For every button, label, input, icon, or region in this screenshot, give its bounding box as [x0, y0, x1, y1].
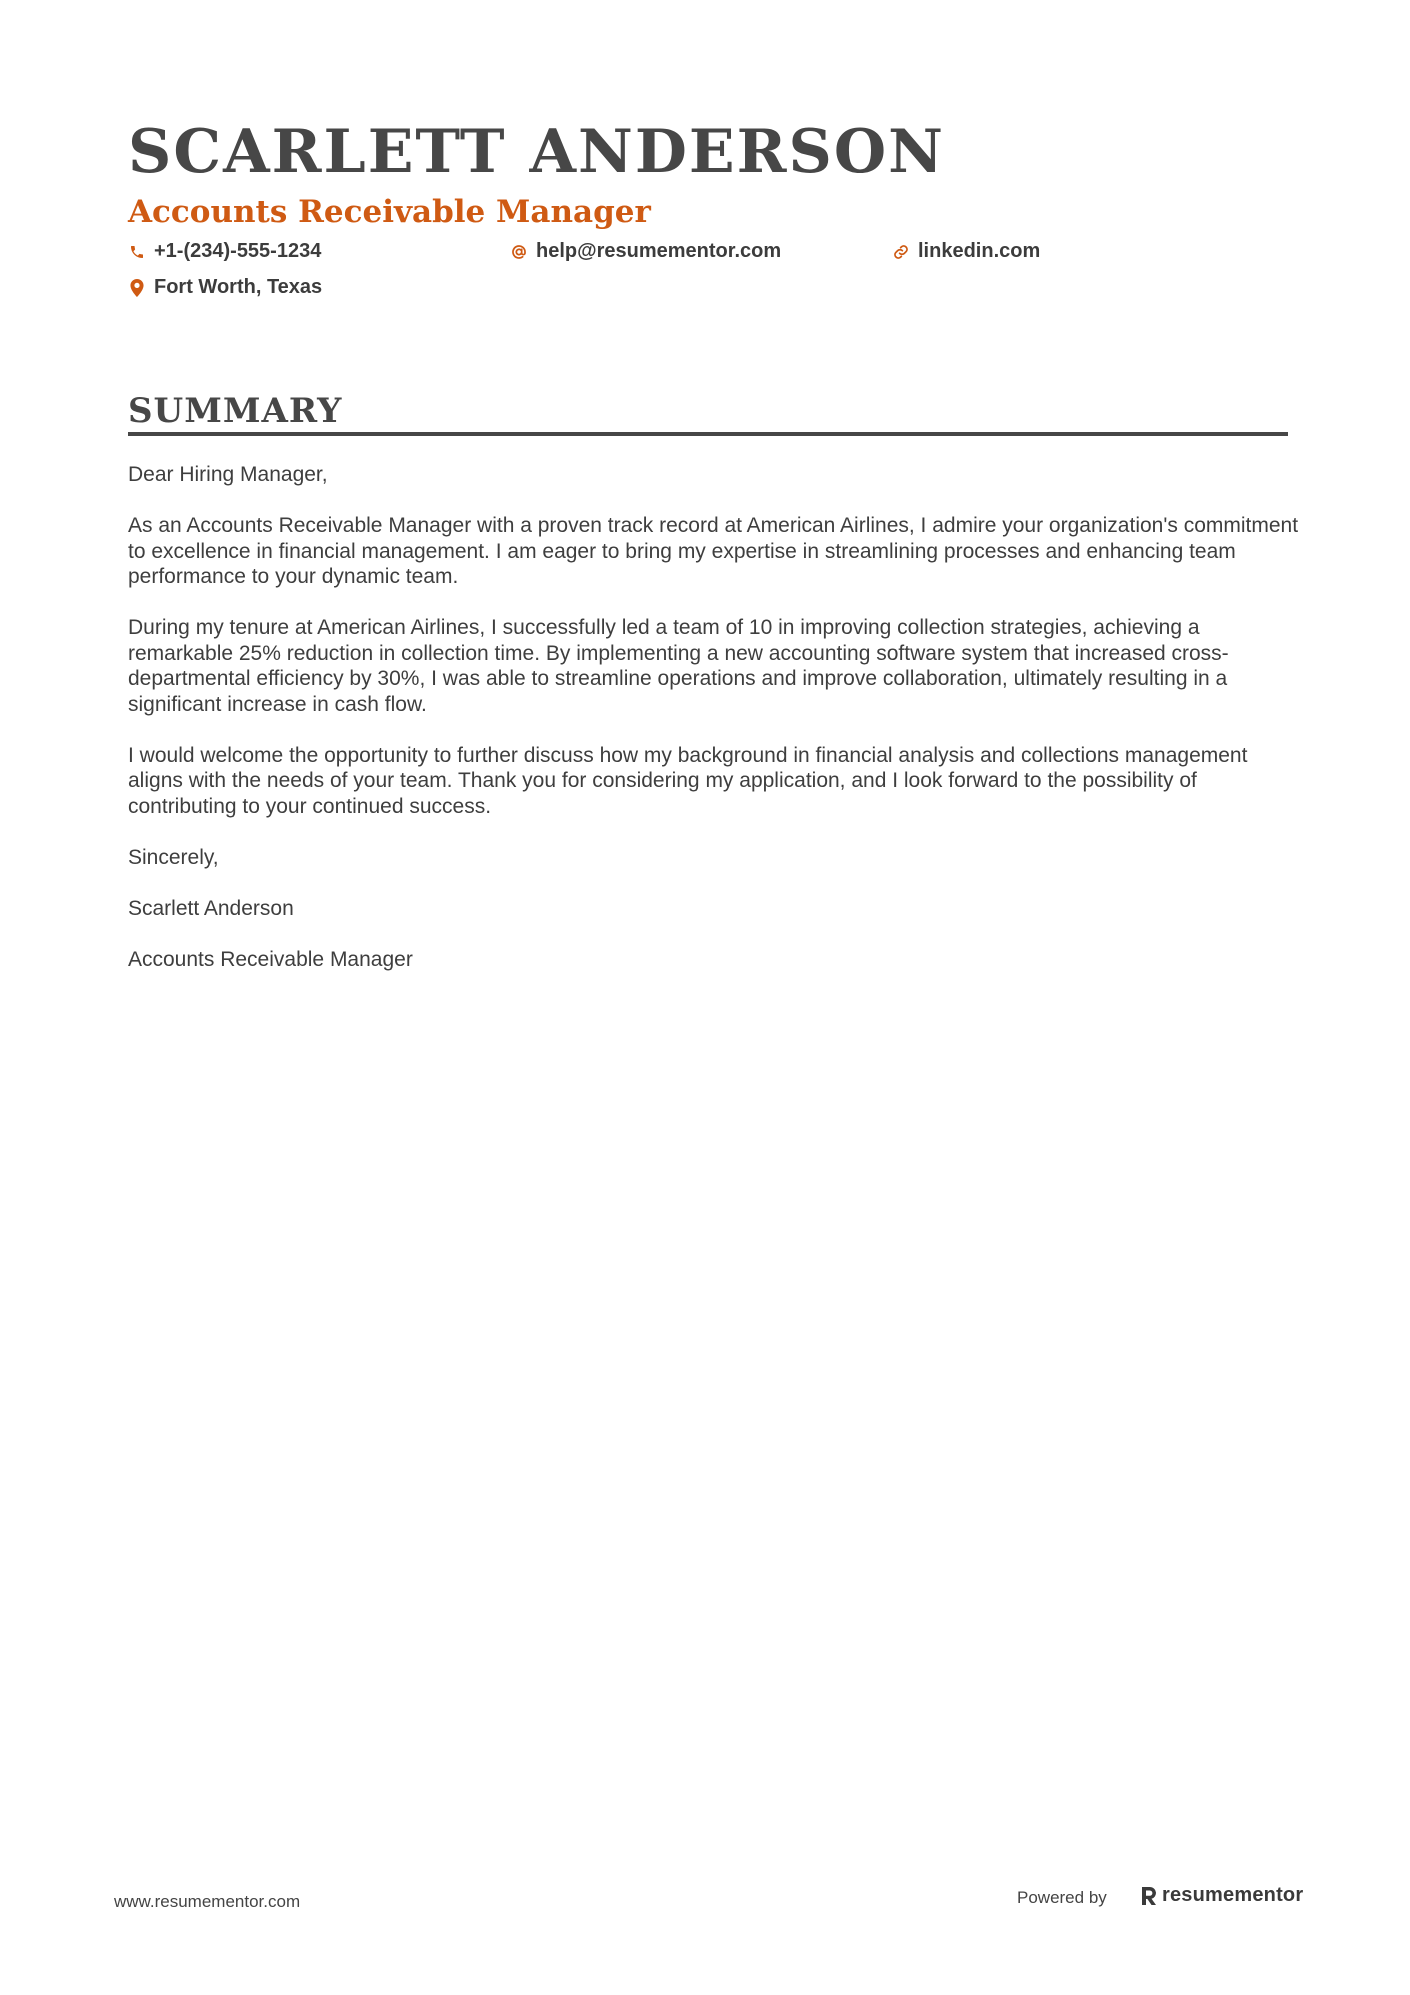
contact-location — [128, 276, 322, 299]
closing: Sincerely, — [128, 845, 219, 869]
cover-letter-body — [128, 462, 1300, 998]
brand-name: resumementor — [1162, 1884, 1304, 1906]
footer-url[interactable]: www.resumementor.com — [114, 1892, 301, 1911]
summary-heading: SUMMARY — [128, 391, 343, 431]
paragraph-closing: I would welcome the opportunity to further discuss how my background in financial analysis and collections management aligns with the needs of your team. Thank you for considering my application, and I look forward to the possibility of contributing to your continued success. — [128, 743, 1248, 818]
at-icon — [510, 243, 528, 261]
signature-title: Accounts Receivable Manager — [128, 947, 413, 971]
job-title: Accounts Receivable Manager — [128, 194, 651, 230]
brand-logo[interactable] — [1140, 1884, 1303, 1907]
location-pin-icon — [128, 279, 146, 297]
contact-linkedin — [892, 240, 1040, 263]
section-divider — [128, 432, 1288, 436]
paragraph-experience: During my tenure at American Airlines, I successfully led a team of 10 in improving collection strategies, achieving a remarkable 25% reduction in collection time. By implementing a new accounting software system that increased cross-departmental efficiency by 30%, I was able to streamline operations and improve collaboration, ultimately resulting in a significant increase in cash flow. — [128, 616, 1229, 716]
location-text: Fort Worth, Texas — [154, 276, 323, 298]
paragraph-intro: As an Accounts Receivable Manager with a proven track record at American Airlines, I admire your organization's commitment to excellence in financial management. I am eager to bring my expertise in streamlining processes and enhancing team performance to your dynamic team. — [128, 514, 1299, 588]
contact-email — [510, 240, 781, 263]
link-icon — [892, 243, 910, 261]
signature-name: Scarlett Anderson — [128, 896, 294, 920]
salutation: Dear Hiring Manager, — [128, 463, 328, 486]
brand-mark-icon — [1140, 1885, 1158, 1907]
linkedin-text[interactable]: linkedin.com — [918, 240, 1041, 262]
phone-text: +1-(234)-555-1234 — [154, 240, 322, 262]
candidate-name: SCARLETT ANDERSON — [128, 117, 945, 187]
email-text[interactable]: help@resumementor.com — [536, 240, 782, 262]
contact-phone — [128, 240, 321, 263]
powered-by-label: Powered by — [1017, 1888, 1107, 1907]
phone-icon — [128, 243, 146, 261]
